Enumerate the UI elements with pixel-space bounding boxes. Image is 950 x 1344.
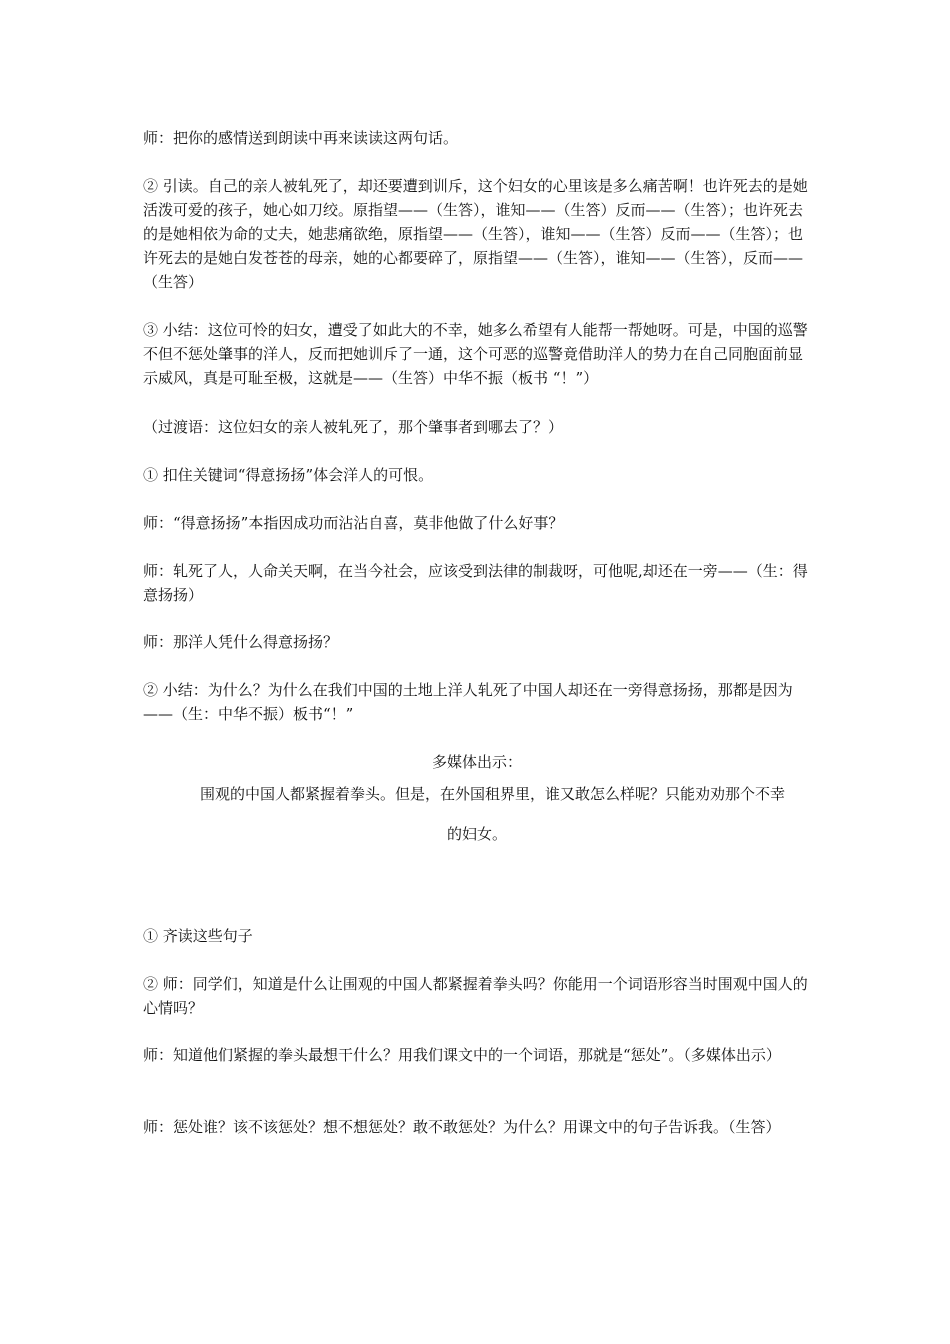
paragraph-teacher-question-2: 师：轧死了人，人命关天啊，在当今社会，应该受到法律的制裁呀，可他呢,却还在一旁——（生：得意扬扬）	[143, 562, 808, 604]
media-line-2: 的妇女。	[446, 825, 507, 843]
paragraph-guided-reading: ② 引读。自己的亲人被轧死了，却还要遭到训斥，这个妇女的心里该是多么痛苦啊！也许死去的是她活泼可爱的孩子，她心如刀绞。原指望——（生答），谁知——（生答）反而——（生答）；也许死去的是她相依为命的丈夫，她悲痛欲绝，原指望——（生答），谁知——（生答）反而——（生答）；也许死去的是她白发苍苍的母亲，她的心都要碎了，原指望——（生答），谁知——（生答），反而——（生答）	[143, 177, 808, 291]
paragraph-teacher-question-1: 师：“得意扬扬”本指因成功而沾沾自喜，莫非他做了什么好事？	[143, 514, 564, 532]
paragraph-transition: （过渡语：这位妇女的亲人被轧死了，那个肇事者到哪去了？）	[143, 418, 564, 436]
paragraph-teacher-question-6: 师：惩处谁？该不该惩处？想不想惩处？敢不敢惩处？为什么？用课文中的句子告诉我。（生答）	[143, 1118, 781, 1136]
media-title: 多媒体出示：	[431, 753, 522, 771]
paragraph-summary-1: ③ 小结：这位可怜的妇女，遭受了如此大的不幸，她多么希望有人能帮一帮她呀。可是，中国的巡警不但不惩处肇事的洋人，反而把她训斥了一通，这个可恶的巡警竟借助洋人的势力在自己同胞面前显示威风，真是可耻至极，这就是——（生答）中华不振（板书 “！”）	[143, 321, 808, 387]
paragraph-keyword-focus: ① 扣住关键词“得意扬扬”体会洋人的可恨。	[143, 466, 434, 484]
media-line-1: 围观的中国人都紧握着拳头。但是，在外国租界里，谁又敢怎么样呢？只能劝劝那个不幸	[200, 785, 786, 803]
paragraph-teacher-question-3: 师：那洋人凭什么得意扬扬？	[143, 633, 339, 651]
paragraph-read-together: ① 齐读这些句子	[143, 927, 253, 945]
paragraph-teacher-read-aloud: 师：把你的感情送到朗读中再来读读这两句话。	[143, 129, 459, 147]
paragraph-teacher-question-4: ② 师：同学们，知道是什么让围观的中国人都紧握着拳头吗？你能用一个词语形容当时围观中国人的心情吗？	[143, 975, 808, 1017]
paragraph-summary-2: ② 小结：为什么？为什么在我们中国的土地上洋人轧死了中国人却还在一旁得意扬扬，那都是因为——（生：中华不振）板书“！”	[143, 681, 793, 723]
paragraph-teacher-question-5: 师：知道他们紧握的拳头最想干什么？用我们课文中的一个词语，那就是“惩处”。（多媒体出示）	[143, 1046, 781, 1064]
